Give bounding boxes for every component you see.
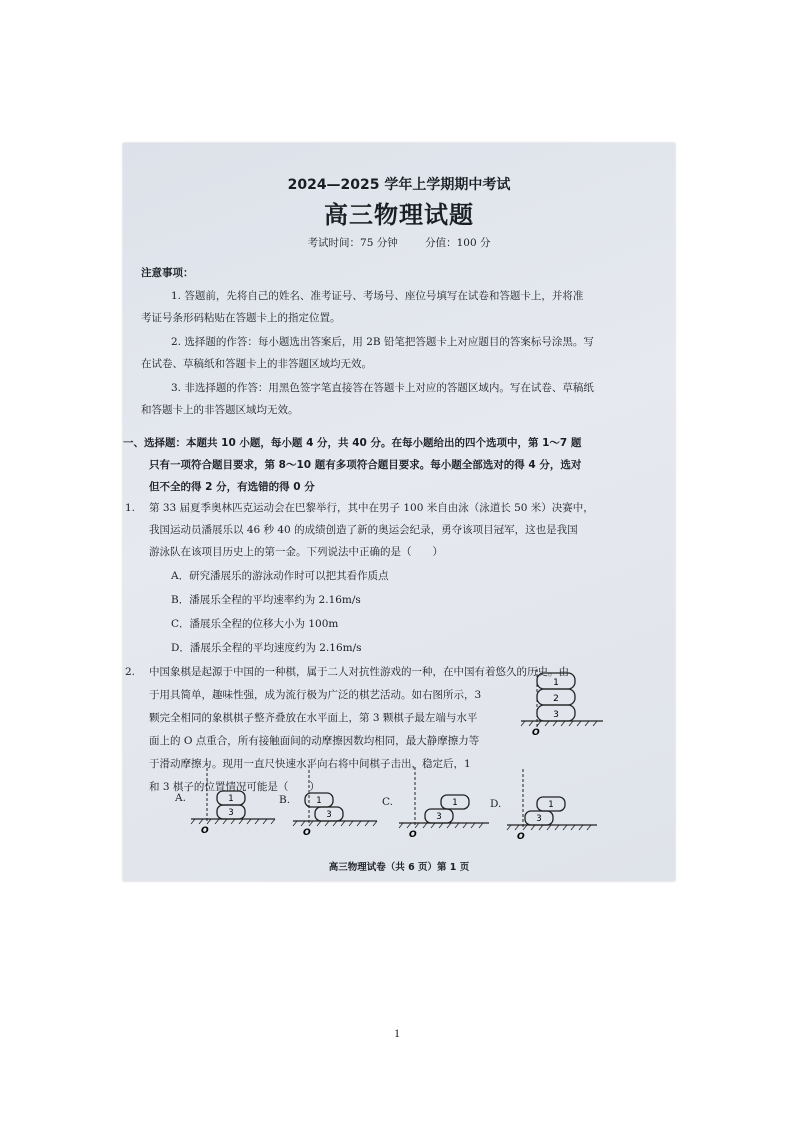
q2-option-b-label: B. bbox=[279, 794, 291, 806]
piece-1-label: 1 bbox=[553, 678, 559, 688]
exam-time: 考试时间：75 分钟 bbox=[307, 237, 398, 249]
q2-number: 2. bbox=[125, 666, 136, 678]
page-number: 1 bbox=[394, 1026, 400, 1040]
q1-option-b: B．潘展乐全程的平均速率约为 2.16m/s bbox=[171, 594, 361, 606]
section1-line2: 只有一项符合题目要求，第 8～10 题有多项符合题目要求。每小题全部选对的得 4 分，选对 bbox=[149, 459, 582, 471]
svg-text:1: 1 bbox=[452, 798, 458, 808]
svg-text:1: 1 bbox=[228, 794, 234, 804]
svg-text:O: O bbox=[409, 830, 417, 839]
q1-line2: 我国运动员潘展乐以 46 秒 40 的成绩创造了新的奥运会纪录，勇夺该项目冠军，这也是我国 bbox=[149, 524, 578, 536]
q2-line3: 颗完全相同的象棋棋子整齐叠放在水平面上，第 3 颗棋子最左端与水平 bbox=[149, 712, 478, 724]
origin-label: O bbox=[532, 728, 540, 738]
svg-text:O: O bbox=[201, 826, 209, 835]
q1-option-a: A．研究潘展乐的游泳动作时可以把其看作质点 bbox=[171, 570, 389, 582]
exam-score: 分值：100 分 bbox=[425, 237, 491, 249]
svg-text:3: 3 bbox=[536, 814, 542, 824]
exam-photo bbox=[123, 143, 675, 881]
sheet-footer: 高三物理试卷（共 6 页）第 1 页 bbox=[328, 862, 470, 873]
q1-number: 1. bbox=[125, 502, 136, 514]
section1-line3: 但不全的得 2 分，有选错的得 0 分 bbox=[149, 481, 315, 493]
q2-line4: 面上的 O 点重合，所有接触面间的动摩擦因数均相同，最大静摩擦力等 bbox=[149, 735, 480, 747]
note-1-line2: 考证号条形码粘贴在答题卡上的指定位置。 bbox=[141, 312, 341, 324]
section1-line1: 一、选择题：本题共 10 小题，每小题 4 分，共 40 分。在每小题给出的四个选项中，第 1～7 题 bbox=[123, 437, 582, 449]
q1-line3: 游泳队在该项目历史上的第一金。下列说法中正确的是（ ） bbox=[149, 546, 443, 558]
svg-text:1: 1 bbox=[316, 796, 322, 806]
svg-text:O: O bbox=[517, 832, 525, 841]
exam-title-line1: 2024—2025 学年上学期期中考试 bbox=[287, 177, 511, 193]
note-2-line1: 2. 选择题的作答：每小题选出答案后，用 2B 铅笔把答题卡上对应题目的答案标号涂黑。写 bbox=[171, 336, 594, 348]
note-2-line2: 在试卷、草稿纸和答题卡上的非答题区域均无效。 bbox=[141, 358, 372, 370]
q2-option-d-figure bbox=[505, 769, 601, 841]
notes-heading: 注意事项： bbox=[141, 267, 194, 279]
svg-text:O: O bbox=[303, 828, 311, 837]
q2-line6: 和 3 棋子的位置情况可能是（ ） bbox=[149, 781, 320, 793]
q2-line5: 于滑动摩擦力。现用一直尺快速水平向右将中间棋子击出，稳定后，1 bbox=[149, 758, 471, 770]
svg-text:3: 3 bbox=[228, 808, 234, 818]
exam-title: 高三物理试题 bbox=[324, 201, 474, 229]
q2-option-a-label: A. bbox=[175, 792, 186, 804]
q2-option-b-figure bbox=[291, 765, 381, 837]
svg-text:3: 3 bbox=[326, 810, 332, 820]
q1-option-c: C．潘展乐全程的位移大小为 100m bbox=[171, 618, 339, 630]
svg-text:1: 1 bbox=[548, 800, 554, 810]
q2-option-c-figure bbox=[397, 767, 493, 839]
piece-3-label: 3 bbox=[553, 710, 559, 720]
exam-info bbox=[123, 235, 675, 250]
note-3-line2: 和答题卡上的非答题区域均无效。 bbox=[141, 404, 299, 416]
q2-line1: 中国象棋是起源于中国的一种棋，属于二人对抗性游戏的一种，在中国有着悠久的历史。由 bbox=[149, 666, 569, 678]
svg-text:3: 3 bbox=[436, 812, 442, 822]
note-1-line1: 1. 答题前，先将自己的姓名、准考证号、考场号、座位号填写在试卷和答题卡上，并将准 bbox=[171, 290, 584, 302]
q1-option-d: D．潘展乐全程的平均速度约为 2.16m/s bbox=[171, 642, 362, 654]
q2-main-figure bbox=[519, 663, 609, 743]
q2-option-a-figure bbox=[189, 763, 279, 835]
note-3-line1: 3. 非选择题的作答：用黑色签字笔直接答在答题卡上对应的答题区域内。写在试卷、草稿纸 bbox=[171, 382, 594, 394]
q2-option-c-label: C. bbox=[382, 796, 393, 808]
q1-line1: 第 33 届夏季奥林匹克运动会在巴黎举行，其中在男子 100 米自由泳（泳道长 50 米）决赛中， bbox=[149, 502, 594, 514]
q2-line2: 于用具简单，趣味性强，成为流行极为广泛的棋艺活动。如右图所示，3 bbox=[149, 689, 482, 701]
piece-2-label: 2 bbox=[553, 694, 559, 704]
q2-option-d-label: D. bbox=[490, 798, 502, 810]
